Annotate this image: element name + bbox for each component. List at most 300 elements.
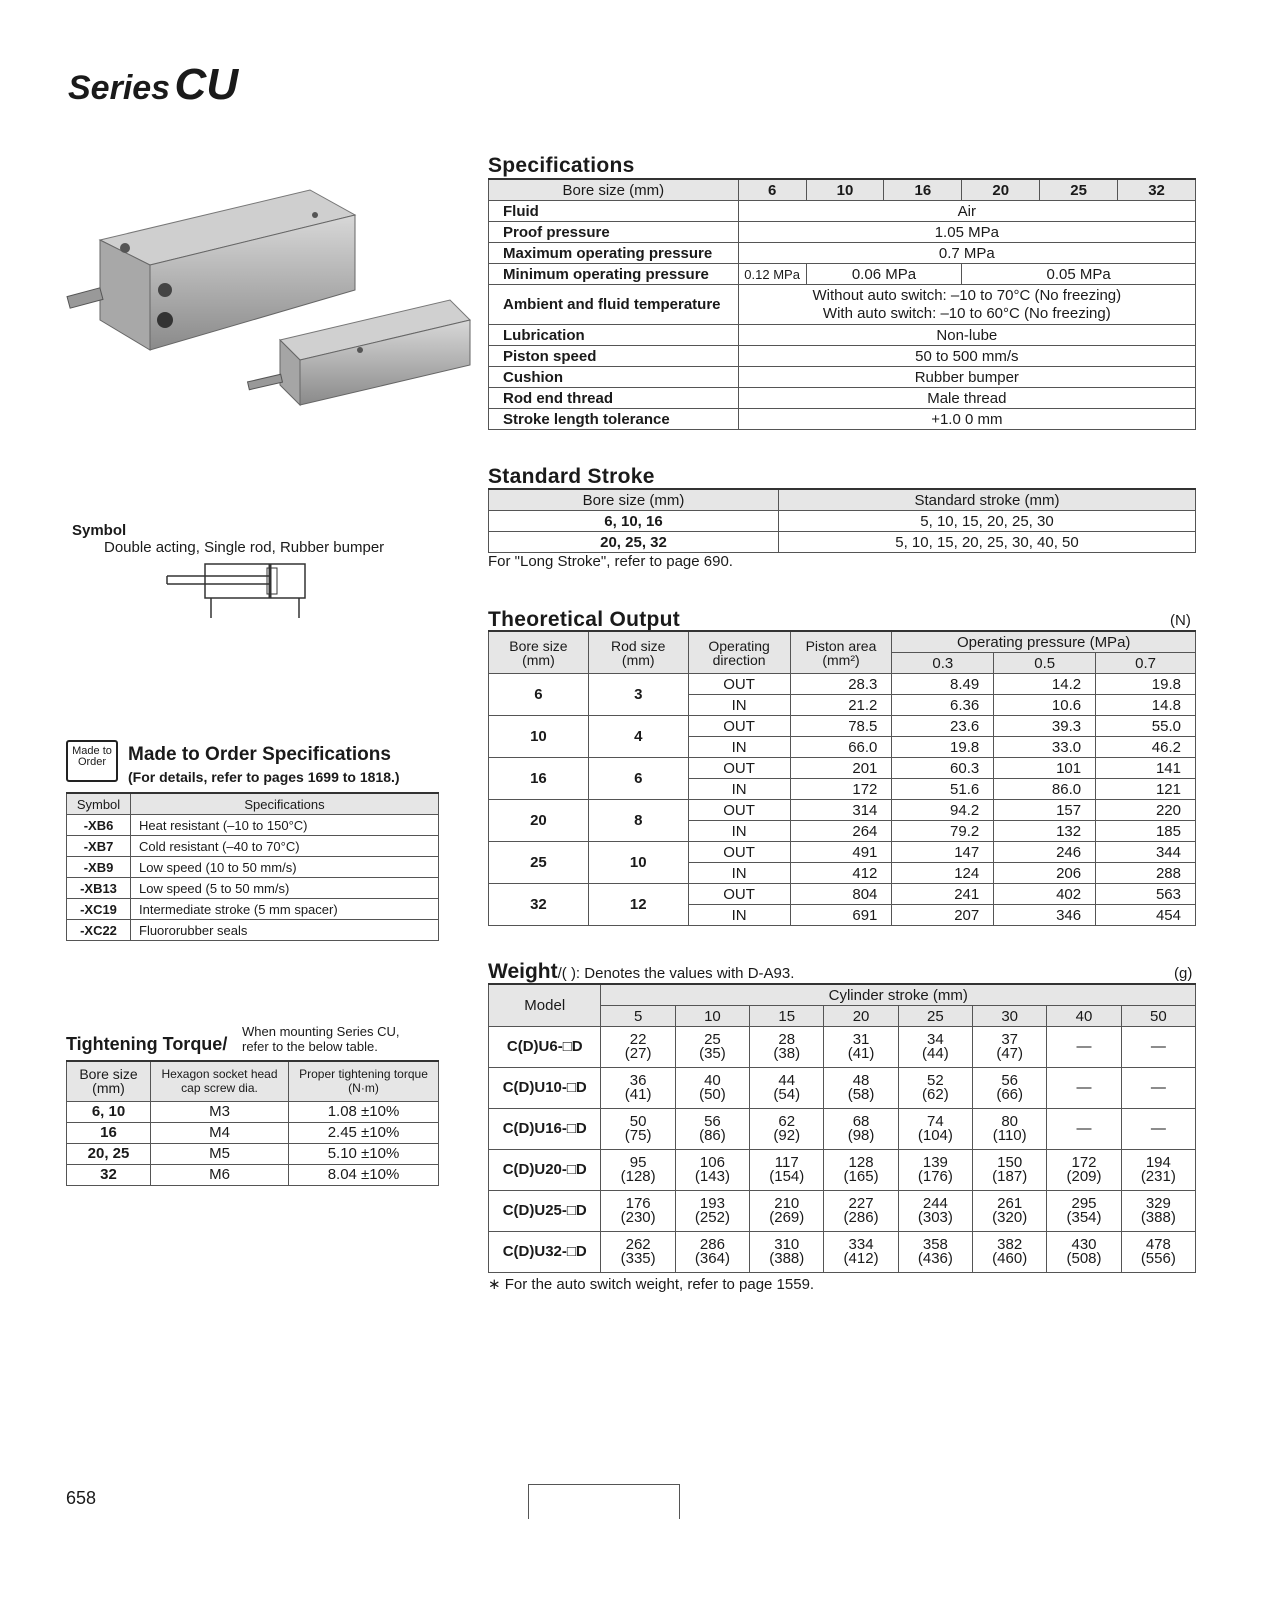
weight-with-switch: (47) [996,1045,1024,1062]
direction-cell: OUT [688,800,790,821]
stroke-col: 30 [973,1006,1047,1027]
weight-cell [1121,1150,1195,1191]
desc-cell: Heat resistant (–10 to 150°C) [131,815,439,836]
weight-with-switch: (508) [1066,1250,1102,1267]
stroke-col: 25 [898,1006,972,1027]
direction-cell: OUT [688,842,790,863]
weight-value: 37 [1001,1031,1019,1048]
col-header: Model [489,984,601,1027]
weight-value: 106 [699,1154,725,1171]
weight-cell [1047,1150,1121,1191]
weight-value: — [1076,1079,1092,1096]
row-label: Proof pressure [489,222,739,243]
weight-with-switch: (231) [1140,1168,1176,1185]
weight-with-switch: (388) [769,1250,805,1267]
weight-cell [750,1109,824,1150]
weight-cell [675,1027,749,1068]
value-cell: 101 [994,758,1096,779]
desc-cell: Cold resistant (–40 to 70°C) [131,836,439,857]
stroke-col: 10 [675,1006,749,1027]
weight-with-switch: (54) [773,1086,801,1103]
value-cell: 121 [1096,779,1196,800]
weight-with-switch: (412) [843,1250,879,1267]
row-value: Without auto switch: –10 to 70°C (No freezing) [812,286,1122,304]
col-header: Bore size (mm) [489,489,779,511]
row-label: Cushion [489,367,739,388]
weight-value: 382 [997,1236,1023,1253]
weight-value: 261 [997,1195,1023,1212]
rod-cell: 12 [588,884,688,926]
row-label: Lubrication [489,325,739,346]
weight-value: 48 [852,1072,870,1089]
table-row [489,1191,1196,1232]
value-cell: 207 [892,905,994,926]
value-cell: 79.2 [892,821,994,842]
weight-value: — [1150,1038,1166,1055]
made-to-order-subheading: (For details, refer to pages 1699 to 1818.) [128,769,400,785]
torque-cell: 2.45 ±10% [289,1122,439,1143]
theoretical-output-heading: Theoretical Output [488,608,681,631]
weight-cell [750,1068,824,1109]
rod-cell: 8 [588,800,688,842]
weight-with-switch: (27) [624,1045,652,1062]
row-label: Ambient and fluid temperature [489,285,739,325]
bore-header: Bore size (mm) [489,179,739,201]
weight-value: 56 [1001,1072,1019,1089]
value-cell: 691 [790,905,892,926]
model-cell: C(D)U32-□D [489,1232,601,1273]
table-row [67,836,439,857]
value-cell: 14.2 [994,674,1096,695]
weight-with-switch: (230) [620,1209,656,1226]
col-header: Bore size (mm) [67,1061,151,1101]
table-row [489,716,1196,737]
weight-cell [973,1068,1047,1109]
weight-value: 50 [629,1113,647,1130]
bore-cell: 32 [489,884,589,926]
col-header: Operating direction [688,631,790,674]
weight-value: 56 [704,1113,721,1130]
col-header: Standard stroke (mm) [779,489,1196,511]
row-value: Rubber bumper [738,367,1195,388]
weight-value: 430 [1071,1236,1097,1253]
weight-cell [675,1191,749,1232]
weight-value: 478 [1145,1236,1171,1253]
cylinder-symbol-diagram [165,558,315,620]
weight-with-switch: (38) [773,1045,801,1062]
weight-cell [973,1027,1047,1068]
specifications-heading: Specifications [488,154,635,177]
bore-col: 16 [884,179,962,201]
weight-cell [675,1068,749,1109]
col-header: Symbol [67,793,131,815]
bore-cell: 25 [489,842,589,884]
weight-cell [824,1109,898,1150]
value-cell: 94.2 [892,800,994,821]
weight-value: 176 [625,1195,651,1212]
value-cell: 314 [790,800,892,821]
table-row [67,899,439,920]
weight-cell [824,1150,898,1191]
weight-value: 62 [778,1113,796,1130]
pressure-col: 0.5 [994,653,1096,674]
weight-with-switch: (50) [699,1086,726,1103]
table-row [489,758,1196,779]
direction-cell: OUT [688,758,790,779]
made-to-order-badge: Made to Order [66,740,118,782]
torque-cell: 5.10 ±10% [289,1143,439,1164]
direction-cell: IN [688,695,790,716]
value-cell: 172 [790,779,892,800]
weight-with-switch: (41) [847,1045,875,1062]
pressure-col: 0.3 [892,653,994,674]
product-photo [60,180,480,410]
value-cell: 6.36 [892,695,994,716]
value-cell: 8.49 [892,674,994,695]
value-cell: 288 [1096,863,1196,884]
row-value: 50 to 500 mm/s [738,346,1195,367]
weight-value: 25 [704,1031,721,1048]
code-cell: -XB7 [67,836,131,857]
model-cell: C(D)U16-□D [489,1109,601,1150]
weight-with-switch: (176) [917,1168,953,1185]
weight-with-switch: (58) [847,1086,875,1103]
torque-cell: 8.04 ±10% [289,1164,439,1185]
weight-with-switch: (269) [769,1209,805,1226]
weight-value: 227 [848,1195,874,1212]
value-cell: 14.8 [1096,695,1196,716]
direction-cell: IN [688,863,790,884]
page-title: Series CU [68,60,239,109]
weight-value: 31 [852,1031,870,1048]
col-header: Piston area (mm²) [790,631,892,674]
weight-cell [973,1109,1047,1150]
value-cell: 804 [790,884,892,905]
weight-cell [898,1191,972,1232]
row-value: Air [738,201,1195,222]
model-cell: C(D)U25-□D [489,1191,601,1232]
desc-cell: Fluororubber seals [131,920,439,941]
weight-with-switch: (35) [699,1045,726,1062]
model-cell: C(D)U10-□D [489,1068,601,1109]
weight-cell [824,1232,898,1273]
pressure-col: 0.7 [1096,653,1196,674]
value-cell: 39.3 [994,716,1096,737]
symbol-heading: Symbol [72,522,127,539]
row-value: +1.0 0 mm [738,409,1195,430]
weight-value: 244 [922,1195,948,1212]
weight-with-switch: (209) [1066,1168,1102,1185]
direction-cell: IN [688,737,790,758]
table-row [489,674,1196,695]
value-cell: 241 [892,884,994,905]
row-value: 0.12 MPa [738,264,806,285]
direction-cell: IN [688,821,790,842]
value-cell: 132 [994,821,1096,842]
weight-cell [1121,1109,1195,1150]
weight-value: 22 [629,1031,647,1048]
bore-cell: 20 [489,800,589,842]
table-row [67,878,439,899]
weight-value: — [1076,1120,1092,1137]
stroke-col: 20 [824,1006,898,1027]
weight-with-switch: (436) [917,1250,953,1267]
weight-cell [824,1068,898,1109]
weight-cell [898,1068,972,1109]
weight-with-switch: (154) [769,1168,805,1185]
row-label: Rod end thread [489,388,739,409]
stroke-cell: 5, 10, 15, 20, 25, 30 [779,511,1196,532]
weight-value: 194 [1145,1154,1171,1171]
weight-unit: (g) [1174,965,1193,982]
weight-value: 286 [699,1236,725,1253]
table-row [489,1027,1196,1068]
stroke-col: 50 [1121,1006,1195,1027]
bore-col: 10 [806,179,884,201]
weight-cell [1047,1109,1121,1150]
weight-cell [601,1232,675,1273]
row-value: 1.05 MPa [738,222,1195,243]
bore-cell: 6, 10 [67,1101,151,1122]
weight-subnote: /( ): Denotes the values with D-A93. [557,965,795,982]
stroke-col: 40 [1047,1006,1121,1027]
weight-cell [601,1027,675,1068]
made-to-order-table [66,792,439,941]
specifications-table [488,178,1196,430]
value-cell: 19.8 [1096,674,1196,695]
code-cell: -XB13 [67,878,131,899]
screw-cell: M6 [151,1164,289,1185]
torque-note: When mounting Series CU, refer to the below table. [242,1024,400,1054]
weight-with-switch: (286) [843,1209,879,1226]
bore-cell: 6, 10, 16 [489,511,779,532]
code-cell: -XC19 [67,899,131,920]
weight-cell [1121,1027,1195,1068]
direction-cell: OUT [688,884,790,905]
weight-value: 95 [629,1154,647,1171]
table-row [67,1122,439,1143]
weight-with-switch: (110) [992,1127,1027,1144]
model-cell: C(D)U20-□D [489,1150,601,1191]
weight-value: 310 [774,1236,800,1253]
weight-cell [750,1027,824,1068]
weight-value: 44 [778,1072,796,1089]
made-to-order-heading: Made to Order Specifications [128,744,391,765]
weight-value: — [1076,1038,1092,1055]
table-row [489,884,1196,905]
weight-with-switch: (303) [917,1209,953,1226]
weight-cell [973,1150,1047,1191]
bore-cell: 20, 25, 32 [489,532,779,553]
screw-cell: M5 [151,1143,289,1164]
value-cell: 86.0 [994,779,1096,800]
table-row [489,842,1196,863]
weight-value: 139 [922,1154,948,1171]
value-cell: 19.8 [892,737,994,758]
weight-cell [1121,1068,1195,1109]
weight-table [488,983,1196,1273]
weight-cell [601,1068,675,1109]
code-cell: -XC22 [67,920,131,941]
weight-with-switch: (86) [699,1127,726,1144]
weight-with-switch: (364) [694,1250,730,1267]
code-cell: -XB9 [67,857,131,878]
table-row [67,815,439,836]
value-cell: 46.2 [1096,737,1196,758]
weight-value: 172 [1071,1154,1097,1171]
weight-value: 193 [699,1195,725,1212]
weight-cell [601,1109,675,1150]
weight-cell [973,1232,1047,1273]
table-row [67,1143,439,1164]
weight-value: 334 [848,1236,874,1253]
weight-cell [601,1150,675,1191]
desc-cell: Intermediate stroke (5 mm spacer) [131,899,439,920]
row-value: 0.06 MPa [806,264,962,285]
weight-cell [750,1191,824,1232]
value-cell: 51.6 [892,779,994,800]
value-cell: 246 [994,842,1096,863]
weight-value: 80 [1001,1113,1019,1130]
weight-cell [1121,1232,1195,1273]
weight-cell [824,1191,898,1232]
value-cell: 66.0 [790,737,892,758]
weight-with-switch: (335) [620,1250,656,1267]
weight-with-switch: (556) [1140,1250,1176,1267]
direction-cell: OUT [688,674,790,695]
direction-cell: IN [688,905,790,926]
weight-value: 34 [927,1031,944,1048]
direction-cell: OUT [688,716,790,737]
stroke-col: 15 [750,1006,824,1027]
value-cell: 55.0 [1096,716,1196,737]
weight-cell [750,1150,824,1191]
col-header: Bore size (mm) [489,631,589,674]
weight-with-switch: (354) [1066,1209,1102,1226]
screw-cell: M4 [151,1122,289,1143]
bore-cell: 10 [489,716,589,758]
value-cell: 33.0 [994,737,1096,758]
weight-footnote: ∗ For the auto switch weight, refer to page 1559. [488,1276,815,1293]
weight-with-switch: (75) [624,1127,652,1144]
row-value: With auto switch: –10 to 60°C (No freezing) [822,304,1111,322]
value-cell: 147 [892,842,994,863]
desc-cell: Low speed (10 to 50 mm/s) [131,857,439,878]
value-cell: 141 [1096,758,1196,779]
value-cell: 491 [790,842,892,863]
row-label: Fluid [489,201,739,222]
weight-cell [750,1232,824,1273]
symbol-description: Double acting, Single rod, Rubber bumper [104,539,385,556]
weight-value: 74 [927,1113,944,1130]
row-value: 0.7 MPa [738,243,1195,264]
weight-value: — [1150,1079,1166,1096]
weight-cell [898,1232,972,1273]
row-label: Minimum operating pressure [489,264,739,285]
value-cell: 23.6 [892,716,994,737]
table-row [489,800,1196,821]
page-number: 658 [66,1488,97,1508]
row-label: Piston speed [489,346,739,367]
rod-cell: 4 [588,716,688,758]
table-row [67,920,439,941]
torque-cell: 1.08 ±10% [289,1101,439,1122]
row-value: Non-lube [738,325,1195,346]
stroke-col: 5 [601,1006,675,1027]
row-label: Stroke length tolerance [489,409,739,430]
weight-with-switch: (98) [847,1127,875,1144]
stroke-cell: 5, 10, 15, 20, 25, 30, 40, 50 [779,532,1196,553]
weight-cell [1121,1191,1195,1232]
weight-heading: Weight [488,960,558,983]
weight-value: 295 [1071,1195,1097,1212]
table-row [489,1109,1196,1150]
weight-with-switch: (66) [996,1086,1024,1103]
col-header: Hexagon socket head cap screw dia. [151,1061,289,1101]
value-cell: 201 [790,758,892,779]
torque-table [66,1060,439,1186]
standard-stroke-heading: Standard Stroke [488,465,655,488]
desc-cell: Low speed (5 to 50 mm/s) [131,878,439,899]
weight-cell [898,1027,972,1068]
table-row [67,1164,439,1185]
output-unit: (N) [1170,612,1191,629]
weight-value: 52 [927,1072,944,1089]
bore-cell: 16 [489,758,589,800]
weight-value: 128 [848,1154,874,1171]
value-cell: 157 [994,800,1096,821]
table-row [489,1068,1196,1109]
weight-cell [898,1150,972,1191]
weight-with-switch: (187) [992,1168,1028,1185]
table-row [67,1101,439,1122]
weight-value: 329 [1145,1195,1171,1212]
table-row [489,1232,1196,1273]
table-row [489,1150,1196,1191]
weight-with-switch: (44) [922,1045,949,1062]
weight-heading-block [488,960,794,984]
value-cell: 185 [1096,821,1196,842]
table-row [67,857,439,878]
bore-cell: 16 [67,1122,151,1143]
weight-with-switch: (143) [694,1168,730,1185]
value-cell: 60.3 [892,758,994,779]
col-header: Operating pressure (MPa) [892,631,1196,653]
weight-cell [1047,1232,1121,1273]
weight-with-switch: (62) [922,1086,949,1103]
row-value: Male thread [738,388,1195,409]
col-header: Proper tightening torque (N·m) [289,1061,439,1101]
weight-with-switch: (41) [624,1086,652,1103]
standard-stroke-table [488,488,1196,553]
bore-col: 20 [962,179,1040,201]
weight-with-switch: (104) [917,1127,953,1144]
weight-value: 40 [704,1072,721,1089]
weight-with-switch: (320) [992,1209,1028,1226]
value-cell: 412 [790,863,892,884]
bore-cell: 20, 25 [67,1143,151,1164]
value-cell: 264 [790,821,892,842]
value-cell: 220 [1096,800,1196,821]
weight-value: 68 [852,1113,870,1130]
col-header: Specifications [131,793,439,815]
weight-cell [601,1191,675,1232]
weight-cell [973,1191,1047,1232]
direction-cell: IN [688,779,790,800]
value-cell: 454 [1096,905,1196,926]
value-cell: 344 [1096,842,1196,863]
value-cell: 402 [994,884,1096,905]
